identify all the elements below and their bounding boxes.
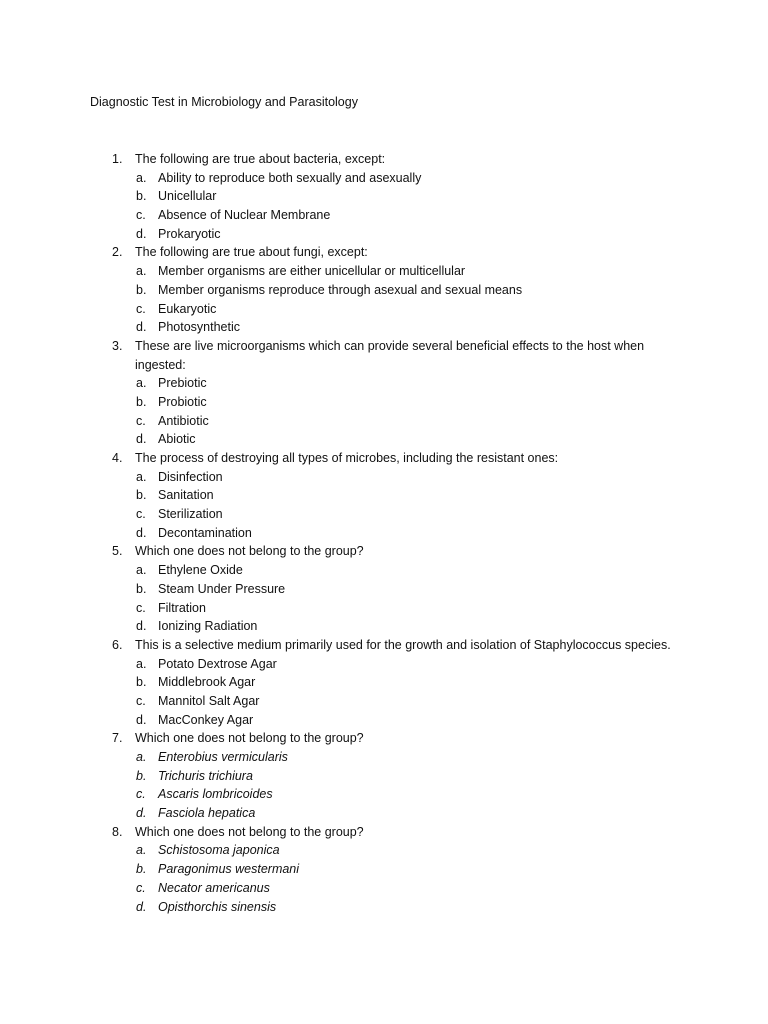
option-text: Member organisms are either unicellular or multicellular [158,264,466,279]
option-letter: d. [136,619,147,634]
option-6b [0,673,768,692]
question-number: 7. [112,731,123,746]
option-letter: a. [136,376,147,391]
option-text: Steam Under Pressure [158,581,286,596]
option-letter: a. [136,563,147,578]
option-8b [0,860,768,879]
option-4d [0,524,768,543]
option-5a [0,561,768,580]
question-text: These are live microorganisms which can provide several beneficial effects to the host when ingested: [135,338,645,372]
option-letter: d. [136,806,147,821]
question-2 [0,243,768,262]
option-text: Member organisms reproduce through asexual and sexual means [158,282,523,297]
option-7b [0,767,768,786]
option-text: Absence of Nuclear Membrane [158,208,331,223]
option-1d [0,225,768,244]
option-text: Trichuris trichiura [158,768,253,783]
option-8a [0,841,768,860]
option-7a [0,748,768,767]
option-letter: c. [136,507,146,522]
option-text: Middlebrook Agar [158,675,256,690]
option-text: Eukaryotic [158,301,217,316]
option-letter: a. [136,170,147,185]
option-1a [0,169,768,188]
option-text: Photosynthetic [158,320,240,335]
option-4b [0,486,768,505]
option-5b [0,580,768,599]
question-5 [0,542,768,561]
option-text: Potato Dextrose Agar [158,656,277,671]
option-text: Filtration [158,600,206,615]
question-list [0,150,768,916]
option-6a [0,655,768,674]
question-number: 4. [112,451,123,466]
option-3c [0,412,768,431]
option-text: Ascaris lombricoides [158,787,273,802]
question-number: 1. [112,152,123,166]
option-letter: b. [136,394,147,409]
option-letter: c. [136,208,146,223]
question-text: The following are true about fungi, except: [135,245,368,260]
option-letter: c. [136,301,146,316]
option-4a [0,468,768,487]
option-text: Fasciola hepatica [158,806,256,821]
option-text: Schistosoma japonica [158,843,280,858]
option-1c [0,206,768,225]
option-4c [0,505,768,524]
option-letter: b. [136,862,147,877]
question-number: 5. [112,544,123,559]
option-text: Prokaryotic [158,226,221,241]
option-text: Necator americanus [158,880,270,895]
option-text: Prebiotic [158,376,207,391]
question-text: Which one does not belong to the group? [135,544,364,559]
question-text: Which one does not belong to the group? [135,731,364,746]
option-letter: d. [136,525,147,540]
option-3d [0,430,768,449]
option-letter: b. [136,581,147,596]
option-text: Decontamination [158,525,252,540]
option-letter: b. [136,488,147,503]
question-1 [0,150,768,169]
option-text: MacConkey Agar [158,712,254,727]
option-text: Ionizing Radiation [158,619,258,634]
option-2b [0,281,768,300]
option-text: Disinfection [158,469,223,484]
option-5c [0,599,768,618]
question-text: The following are true about bacteria, except: [135,152,386,166]
option-letter: b. [136,675,147,690]
question-8 [0,823,768,842]
option-letter: a. [136,750,147,765]
question-4 [0,449,768,468]
question-text: The process of destroying all types of microbes, including the resistant ones: [135,451,559,466]
option-letter: b. [136,189,147,204]
option-text: Probiotic [158,394,207,409]
option-3a [0,374,768,393]
option-8d [0,898,768,917]
option-letter: a. [136,656,147,671]
question-text: This is a selective medium primarily used for the growth and isolation of Staphylococcus species. [135,637,671,652]
option-letter: d. [136,432,147,447]
option-text: Opisthorchis sinensis [158,899,277,914]
option-letter: d. [136,899,147,914]
question-7 [0,729,768,748]
option-letter: d. [136,712,147,727]
question-text: Which one does not belong to the group? [135,824,364,839]
option-letter: b. [136,282,147,297]
option-text: Antibiotic [158,413,209,428]
option-7c [0,785,768,804]
option-7d [0,804,768,823]
option-text: Sanitation [158,488,214,503]
question-number: 8. [112,824,123,839]
option-2a [0,262,768,281]
option-8c [0,879,768,898]
option-3b [0,393,768,412]
option-letter: a. [136,264,147,279]
option-letter: c. [136,413,146,428]
option-letter: c. [136,880,146,895]
option-letter: a. [136,843,147,858]
option-letter: d. [136,320,147,335]
question-number: 3. [112,338,123,353]
option-2c [0,300,768,319]
option-letter: c. [136,600,146,615]
question-3 [0,337,768,374]
option-letter: a. [136,469,147,484]
option-letter: c. [136,693,146,708]
option-letter: d. [136,226,147,241]
option-1b [0,187,768,206]
question-number: 2. [112,245,123,260]
document-title: Diagnostic Test in Microbiology and Parasitology [90,95,358,109]
option-text: Ability to reproduce both sexually and asexually [158,170,422,185]
option-letter: b. [136,768,147,783]
option-text: Ethylene Oxide [158,563,243,578]
option-6c [0,692,768,711]
question-6 [0,636,768,655]
option-2d [0,318,768,337]
option-text: Abiotic [158,432,196,447]
option-text: Enterobius vermicularis [158,750,288,765]
option-letter: c. [136,787,146,802]
option-6d [0,711,768,730]
option-text: Mannitol Salt Agar [158,693,260,708]
option-5d [0,617,768,636]
option-text: Sterilization [158,507,223,522]
option-text: Paragonimus westermani [158,862,300,877]
option-text: Unicellular [158,189,217,204]
question-number: 6. [112,637,123,652]
